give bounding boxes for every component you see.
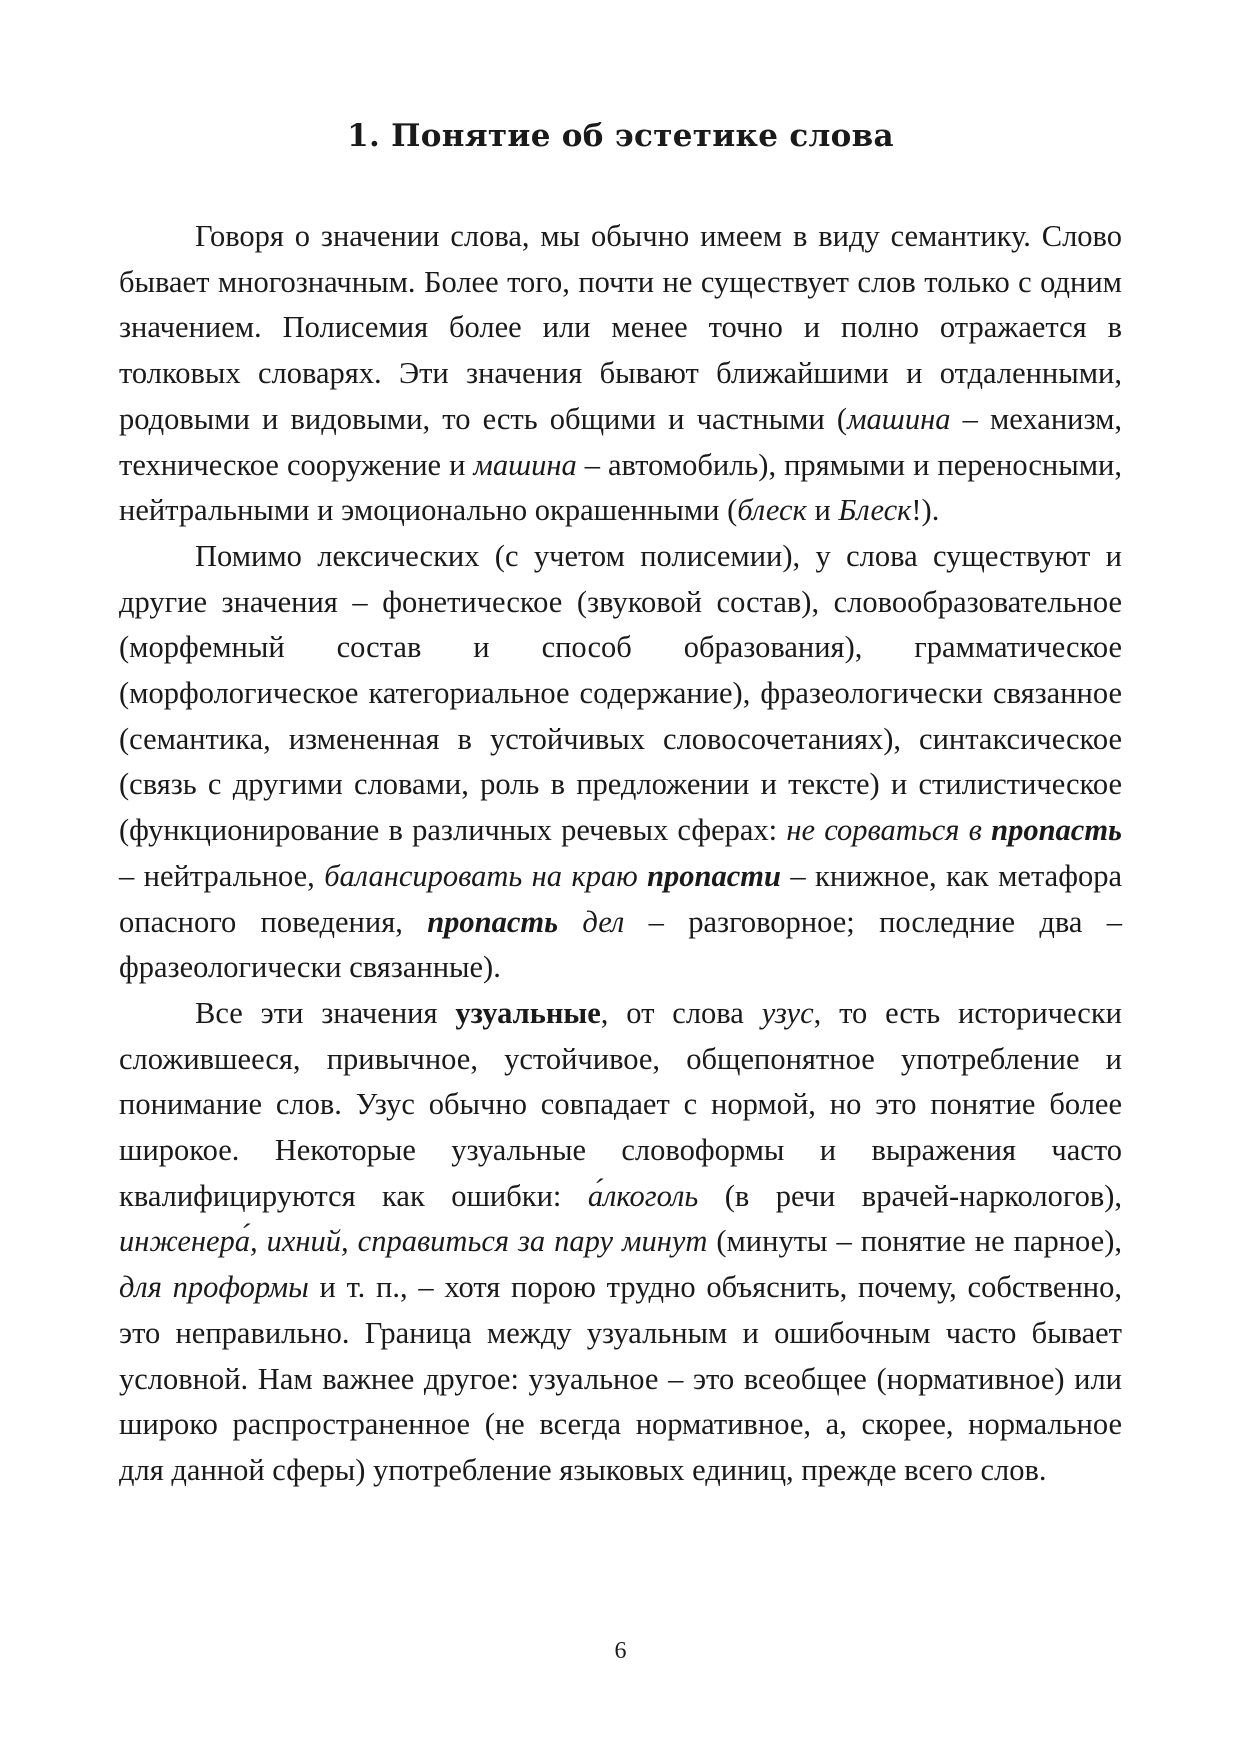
text-run: (минуты – понятие не парное), bbox=[707, 1224, 1122, 1259]
text-run: Помимо лексических (с учетом полисемии), у слова существуют и другие значения – фонетическое (звуковой состав), словообразовательное (морфемный состав и способ образования), грамматическое (морфологическое категориальное содержание), фразеологически связанное (семантика, измененная в устойчивых словосочетаниях), синтаксическое (связь с другими словами, роль в предложении и тексте) и стилистическое (функционирование в различных речевых сферах: bbox=[119, 538, 1122, 848]
italic-run: для проформы bbox=[119, 1270, 309, 1305]
text-run: , то есть исторически сложившееся, привычное, устойчивое, общепонятное употребление и понимание слов. Узус обычно совпадает с нормой, но это понятие более широкое. Некоторые узуальные словоформы и выражения часто квалифицируются как ошибки: bbox=[119, 995, 1122, 1213]
text-run: !). bbox=[911, 493, 940, 528]
paragraph bbox=[119, 991, 1122, 1494]
text-run: , от слова bbox=[600, 995, 762, 1030]
italic-run: Блеск bbox=[838, 493, 912, 528]
text-run: – автомобиль), прямыми и переносными, нейтральными и эмоционально окрашенными ( bbox=[119, 447, 1122, 528]
text-run: Все эти значения bbox=[195, 995, 456, 1030]
italic-run: машина bbox=[473, 447, 577, 482]
text-run: – механизм, техническое сооружение и bbox=[119, 401, 1123, 482]
italic-run: дел bbox=[582, 904, 625, 939]
italic-run: узус bbox=[761, 995, 814, 1030]
text-run: Говоря о значении слова, мы обычно имеем в виду семантику. Слово бывает многозначным. Более того, почти не существует слов только с одним значением. Полисемия более или менее точно и полно отражается в толковых словарях. Эти значения бывают ближайшими и отдаленными, родовыми и видовыми, то есть общими и частными ( bbox=[119, 219, 1122, 436]
italic-run: машина bbox=[847, 401, 951, 436]
paragraph bbox=[119, 534, 1122, 991]
bold-italic-run: пропасти bbox=[647, 858, 781, 893]
italic-run: инженера́, ихний, справиться за пару минут bbox=[119, 1224, 708, 1259]
section-heading: 1. Понятие об эстетике слова bbox=[347, 118, 894, 154]
page-number: 6 bbox=[614, 1638, 627, 1664]
italic-run: балансировать на краю bbox=[324, 858, 648, 893]
text-run: – книжное, как метафора опасного поведения, bbox=[119, 858, 1122, 939]
paragraph bbox=[119, 214, 1122, 534]
text-run: – нейтральное, bbox=[119, 858, 325, 893]
text-run: и bbox=[806, 493, 839, 528]
italic-run: не сорваться в bbox=[786, 813, 992, 848]
text-run: – разговорное; последние два – фразеологически связанные). bbox=[119, 904, 1122, 985]
text-run: (в речи врачей-наркологов), bbox=[698, 1178, 1123, 1213]
bold-run: узуальные bbox=[455, 995, 601, 1030]
italic-run: блеск bbox=[737, 493, 807, 528]
bold-italic-run: пропасть bbox=[991, 813, 1122, 848]
text-run: и т. п., – хотя порою трудно объяснить, почему, собственно, это неправильно. Граница между узуальным и ошибочным часто бывает условной. Нам важнее другое: узуальное – это всеобщее (нормативное) или широко распространенное (не всегда нормативное, а, скорее, нормальное для данной сферы) употребление языковых единиц, прежде всего слов. bbox=[119, 1270, 1122, 1487]
italic-run: а́лкоголь bbox=[587, 1178, 699, 1213]
bold-italic-run: пропасть bbox=[427, 904, 559, 939]
text-run bbox=[558, 905, 582, 939]
body-text bbox=[119, 214, 1122, 1494]
